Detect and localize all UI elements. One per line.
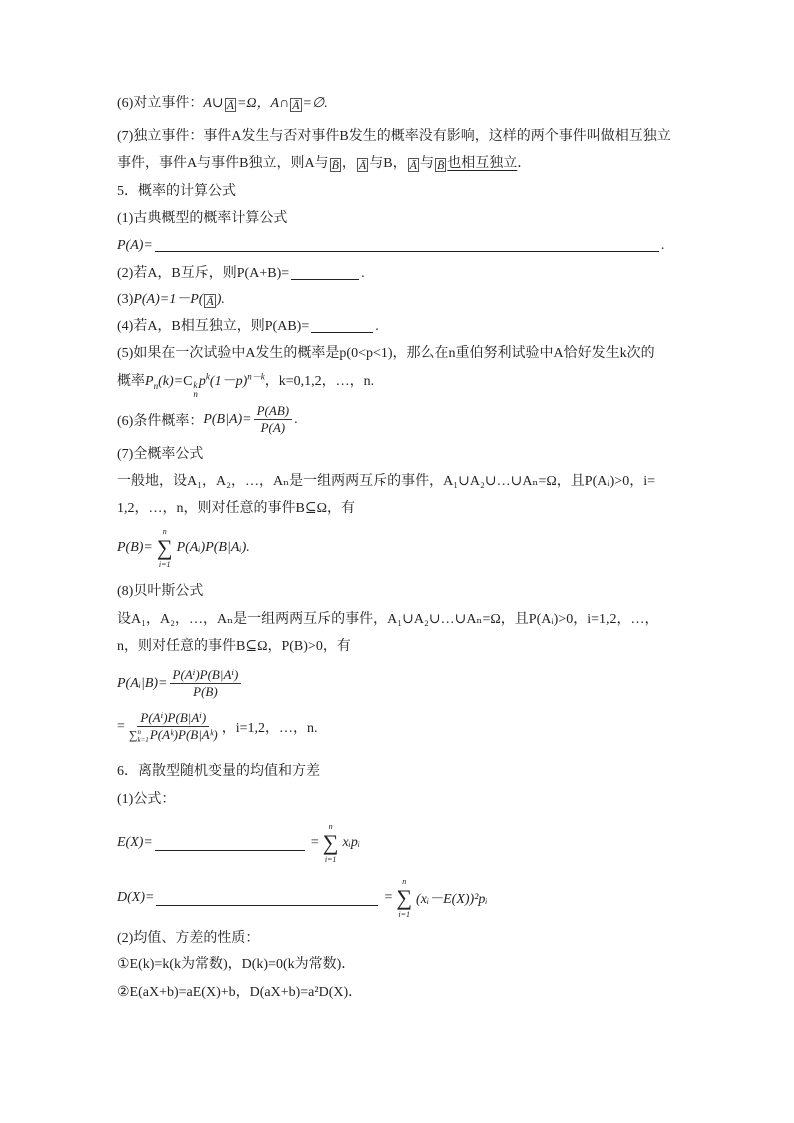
variance-formula: [117, 877, 488, 919]
subsection-heading: [117, 583, 203, 601]
summation-limits: [137, 728, 148, 744]
summation-lower-limit: i=1: [158, 560, 171, 569]
complement-symbol: B̄: [436, 158, 445, 172]
paragraph-text: n，则对任意的事件B⊆Ω，P(B)>0，有: [117, 639, 351, 654]
paragraph-text: 与: [419, 156, 434, 171]
classical-probability-label: [117, 210, 287, 228]
total-probability-line-1: [117, 473, 655, 491]
summation-sign: ∑: [128, 728, 138, 742]
item-label: (6)条件概率：: [117, 413, 204, 429]
answer-blank: [155, 240, 659, 252]
paragraph-text: (7)独立事件：事件A发生与否对事件B发生的概率没有影响，这样的两个事件叫做相互独立: [117, 129, 671, 144]
formula-text: (xᵢ－E(X))²pᵢ: [416, 892, 488, 907]
fraction-numerator: P(AB): [254, 403, 292, 420]
formula-text: P(B|A)=: [203, 411, 252, 427]
combination-symbol: C: [183, 374, 193, 389]
paragraph-text: ．: [517, 156, 532, 171]
formula-text: (k)=: [158, 374, 184, 389]
bayes-formula-1: [117, 667, 243, 700]
formula-text: =Ω，A∩: [236, 96, 290, 111]
formula-end: .: [660, 238, 665, 253]
subsection-heading: [117, 446, 203, 464]
fraction: [254, 403, 292, 436]
formula-text: xᵢpᵢ: [342, 835, 361, 850]
formula-text: P(Aᵢ)P(B|Aᵢ).: [176, 540, 250, 555]
summation-lower-limit: k=1: [137, 736, 149, 745]
formula-end: .: [294, 411, 298, 427]
complement-symbol: Ā: [226, 98, 234, 112]
formula-text: ，k=0,1,2，…，n.: [264, 374, 375, 389]
item-label: (8)贝叶斯公式: [117, 584, 204, 599]
complement-probability-line: [117, 291, 225, 309]
summation: [323, 822, 339, 864]
formula-text: ，i=1,2，…，n.: [221, 721, 318, 736]
formula-text: E(X)=: [117, 835, 153, 850]
item-label: (7)全概率公式: [117, 447, 204, 462]
fraction: [127, 710, 220, 744]
paragraph-text: (5)如果在一次试验中A发生的概率是p(0<p<1)，那么在n重伯努利试验中A恰好发生k次的: [117, 346, 655, 361]
item-label: (3): [117, 292, 134, 307]
property-line-2: [117, 984, 362, 1002]
summation-sign: ∑: [156, 535, 173, 560]
summation: [396, 877, 412, 919]
summation-upper-limit: n: [328, 822, 333, 831]
summation-upper-limit: n: [402, 877, 407, 886]
complement-symbol: Ā: [409, 158, 417, 172]
summation-sign: ∑: [322, 830, 339, 855]
section-heading-text: 6．离散型随机变量的均值和方差: [117, 764, 320, 779]
subscript: n: [193, 389, 198, 399]
paragraph-text: 与B，: [369, 156, 407, 171]
formula-text: A∪: [203, 96, 224, 111]
equals-sign: =: [310, 835, 319, 850]
combination-indices: [193, 381, 198, 399]
paragraph-text: 概率: [117, 374, 145, 389]
paragraph-text: 1,2，…，n，则对任意的事件B⊆Ω，有: [117, 501, 355, 516]
bayes-formula-2: [117, 710, 318, 744]
item-label: (6)对立事件：: [117, 96, 204, 111]
bernoulli-line-2: [117, 371, 375, 399]
total-probability-line-2: [117, 500, 355, 518]
mean-formula: [117, 822, 360, 864]
fraction-denominator: P(A): [260, 420, 286, 435]
formula-label-line: [117, 791, 175, 809]
fraction-numerator: P(Aⁱ)P(B|Aⁱ): [137, 710, 209, 727]
independent-event-line-2: [117, 155, 531, 173]
complement-symbol: B̄: [331, 158, 339, 172]
mutually-exclusive-line: [117, 265, 365, 283]
item-label: (1)公式：: [117, 792, 176, 807]
section-heading: [117, 183, 236, 201]
formula-text: p: [198, 374, 206, 389]
paragraph-text: 设A₁，A₂，…，Aₙ是一组两两互斥的事件，A₁∪A₂∪…∪Aₙ=Ω，且P(Aᵢ)>0，i=1,2，…，: [117, 612, 659, 627]
bernoulli-line-1: [117, 345, 655, 363]
answer-blank: [156, 894, 378, 906]
formula-end: .: [375, 319, 379, 334]
superscript: k: [205, 371, 210, 382]
equals-sign: =: [384, 890, 393, 905]
formula-text: P(A)=1－P(: [133, 292, 204, 307]
summation-upper-limit: n: [137, 728, 141, 737]
total-probability-formula: [117, 527, 250, 569]
summation-lower-limit: i=1: [324, 855, 337, 864]
superscript: k: [193, 380, 198, 390]
formula-text: (1－p): [209, 374, 248, 389]
paragraph-text: 事件，事件A与事件B独立，则A与: [117, 156, 329, 171]
formula-text: P(A)=: [117, 238, 153, 253]
subscript: n: [153, 380, 159, 391]
conditional-probability-line: [117, 403, 298, 436]
answer-blank: [291, 268, 359, 280]
formula-text: P(Aᵢ|B)=: [117, 675, 168, 691]
paragraph-text: ①E(k)=k(k为常数)，D(k)=0(k为常数)．: [117, 957, 356, 972]
formula-text: D(X)=: [117, 890, 155, 905]
superscript: n－k: [247, 371, 265, 382]
underlined-conclusion: 也相互独立: [447, 156, 518, 171]
formula-text: ).: [216, 292, 225, 307]
fraction-numerator: P(Aⁱ)P(B|Aⁱ): [170, 667, 242, 684]
formula-text: P(B)=: [117, 540, 153, 555]
fraction: [170, 667, 242, 700]
fraction-denominator: [127, 727, 220, 744]
answer-blank: [155, 839, 305, 851]
item-label: (2)均值、方差的性质：: [117, 931, 260, 946]
complement-symbol: Ā: [358, 158, 367, 172]
classical-probability-formula: [117, 237, 664, 255]
independent-event-line-1: [117, 128, 671, 146]
paragraph-text: ②E(aX+b)=aE(X)+b，D(aX+b)=a²D(X)．: [117, 985, 363, 1000]
paragraph-text: ，: [341, 156, 356, 171]
formula-text: =: [117, 719, 125, 734]
opposite-event-line: [117, 95, 328, 113]
summation-upper-limit: n: [162, 527, 167, 536]
formula-text: =∅.: [302, 96, 328, 111]
independent-probability-line: [117, 318, 379, 336]
formula-text: P(Aᵏ)P(B|Aᵏ): [149, 727, 218, 742]
complement-symbol: Ā: [292, 98, 300, 112]
formula-text: P: [145, 374, 154, 389]
section-heading: [117, 763, 320, 781]
fraction-denominator: P(B): [193, 684, 218, 699]
section-heading-text: 5．概率的计算公式: [117, 184, 236, 199]
bayes-line-2: [117, 638, 351, 656]
properties-label-line: [117, 930, 259, 948]
bayes-line-1: [117, 611, 658, 629]
summation-sign: ∑: [396, 885, 413, 910]
paragraph-text: (2)若A，B互斥，则P(A+B)=: [117, 266, 290, 281]
summation-lower-limit: i=1: [398, 910, 410, 919]
paragraph-text: (4)若A，B相互独立，则P(AB)=: [117, 319, 310, 334]
summation: [157, 527, 173, 569]
formula-end: .: [361, 266, 365, 281]
answer-blank: [311, 321, 373, 333]
paragraph-text: 一般地，设A₁，A₂，…，Aₙ是一组两两互斥的事件，A₁∪A₂∪…∪Aₙ=Ω，且P(Aᵢ)>0，i=: [117, 474, 655, 489]
item-label: (1)古典概型的概率计算公式: [117, 211, 288, 226]
complement-symbol: Ā: [206, 294, 214, 308]
property-line-1: [117, 956, 355, 974]
